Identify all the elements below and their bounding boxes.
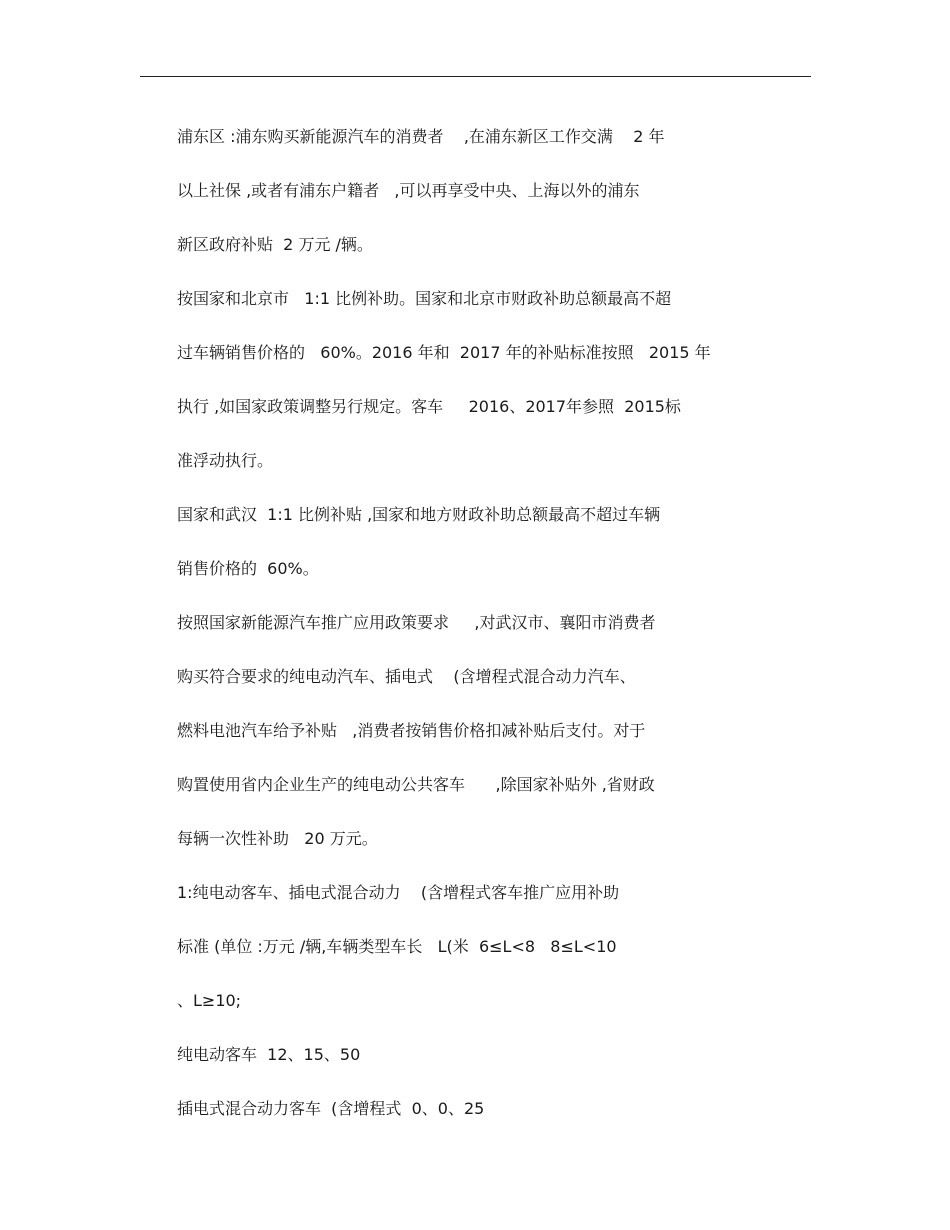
text-line: 过车辆销售价格的 60%。2016 年和 2017 年的补贴标准按照 2015 年 [177,343,711,362]
text-line: 国家和武汉 1:1 比例补贴 ,国家和地方财政补助总额最高不超过车辆 [177,505,661,524]
text-line: 纯电动客车 12、15、50 [177,1045,361,1064]
text-line: 购买符合要求的纯电动汽车、插电式 (含增程式混合动力汽车、 [177,667,636,686]
text-line: 浦东区 :浦东购买新能源汽车的消费者 ,在浦东新区工作交满 2 年 [177,127,665,146]
text-line: 以上社保 ,或者有浦东户籍者 ,可以再享受中央、上海以外的浦东 [177,181,640,200]
text-line: 新区政府补贴 2 万元 /辆。 [177,235,373,254]
document-body [177,124,777,1150]
text-line: 购置使用省内企业生产的纯电动公共客车 ,除国家补贴外 ,省财政 [177,775,655,794]
text-line: 、L≥10; [177,991,242,1010]
header-rule [140,76,811,77]
text-line: 准浮动执行。 [177,451,274,470]
text-line: 燃料电池汽车给予补贴 ,消费者按销售价格扣减补贴后支付。对于 [177,721,646,740]
text-line: 按国家和北京市 1:1 比例补助。国家和北京市财政补助总额最高不超 [177,289,672,308]
text-line: 执行 ,如国家政策调整另行规定。客车 2016、2017年参照 2015标 [177,397,681,416]
text-line: 1:纯电动客车、插电式混合动力 (含增程式客车推广应用补助 [177,883,620,902]
text-line: 插电式混合动力客车 (含增程式 0、0、25 [177,1099,485,1118]
text-line: 按照国家新能源汽车推广应用政策要求 ,对武汉市、襄阳市消费者 [177,613,656,632]
text-line: 每辆一次性补助 20 万元。 [177,829,378,848]
text-line: 标准 (单位 :万元 /辆,车辆类型车长 L(米 6≤L<8 8≤L<10 [177,937,617,956]
text-line: 销售价格的 60%。 [177,559,319,578]
